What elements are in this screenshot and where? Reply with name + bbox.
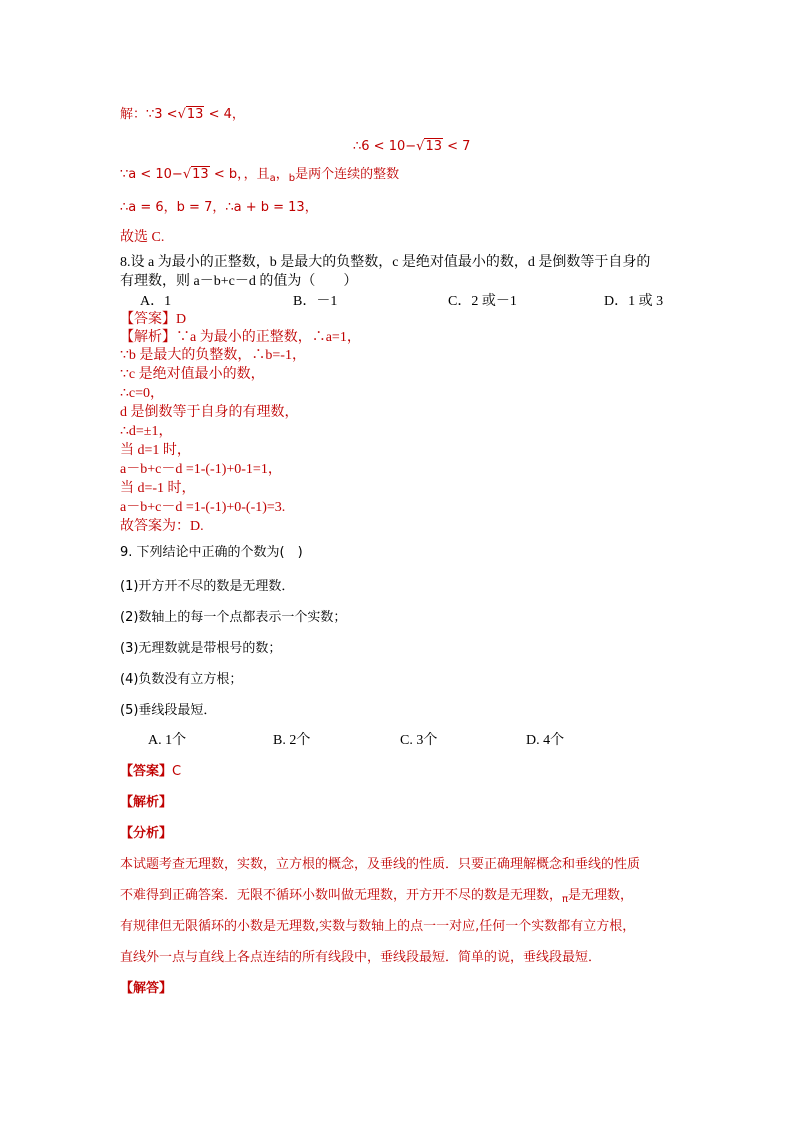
q9-item-4: (4)负数没有立方根；: [120, 672, 243, 687]
q8-analysis-11: 故答案为：D.: [120, 519, 204, 534]
q8-analysis-3: ∵c 是绝对值最小的数，: [120, 367, 265, 382]
q8-answer: 【答案】D: [120, 312, 187, 327]
q9-option-b: B. 2个: [273, 733, 311, 748]
q8-stem-2: 有理数，则 a－b+c－d 的值为（ ）: [120, 274, 358, 289]
q9-option-d: D. 4个: [526, 733, 565, 748]
text: 不难得到正确答案．无限不循环小数叫做无理数，开方开不尽的数是无理数，: [120, 888, 563, 903]
text: 是两个连续的整数: [295, 167, 400, 182]
radicand: 13: [425, 139, 442, 154]
q8-analysis-7: 当 d=1 时，: [120, 443, 191, 458]
q8-analysis-1: 【解析】∵a 为最小的正整数，∴a=1，: [120, 330, 361, 345]
solution-line-3: [120, 166, 399, 188]
q9-item-5: (5)垂线段最短．: [120, 703, 217, 718]
var-b: b: [288, 173, 296, 184]
answer-label: 【答案】: [120, 764, 173, 779]
q8-option-a: A．1: [140, 294, 172, 309]
q8-option-c: C．2 或－1: [448, 294, 517, 309]
q9-option-c: C. 3个: [400, 733, 438, 748]
sqrt-expression: √13: [177, 107, 204, 122]
q9-fenxi-label: 【分析】: [120, 826, 173, 841]
q9-answer: [120, 763, 181, 781]
solution-line-5: 故选 C.: [120, 230, 165, 245]
solution-line-1: [120, 106, 245, 124]
text: < b，，且: [213, 167, 270, 182]
q8-analysis-2: ∵b 是最大的负整数，∴b=-1，: [120, 348, 306, 363]
text: 是无理数，: [568, 888, 634, 903]
q8-option-b: B．－1: [293, 294, 338, 309]
pi-symbol: π: [562, 894, 569, 905]
sqrt-expression: √13: [416, 139, 442, 154]
q8-option-d: D．1 或 3: [604, 294, 664, 309]
text: ∴6 < 10−: [353, 139, 417, 154]
q9-fenxi-line-4: 直线外一点与直线上各点连结的所有线段中，垂线段最短．简单的说，垂线段最短．: [120, 950, 602, 965]
q8-analysis-6: ∴d=±1，: [120, 424, 173, 439]
var-a: a: [269, 173, 276, 184]
answer-value: C: [172, 764, 182, 779]
q8-analysis-9: 当 d=-1 时，: [120, 481, 196, 496]
q9-item-1: (1)开方开不尽的数是无理数．: [120, 579, 295, 594]
text: < 7: [447, 139, 471, 154]
q8-stem-1: 8.设 a 为最小的正整数，b 是最大的负整数，c 是绝对值最小的数，d 是倒数等于自身的: [120, 255, 651, 270]
q9-fenxi-line-2: [120, 887, 633, 909]
q8-analysis-5: d 是倒数等于自身的有理数，: [120, 405, 299, 420]
q9-item-2: (2)数轴上的每一个点都表示一个实数；: [120, 610, 347, 625]
q9-fenxi-line-3: 有规律但无限循环的小数是无理数,实数与数轴上的点一一对应,任何一个实数都有立方根，: [120, 919, 636, 934]
radicand: 13: [192, 167, 209, 182]
q8-analysis-10: a－b+c－d =1-(-1)+0-(-1)=3.: [120, 500, 286, 515]
q9-item-3: (3)无理数就是带根号的数；: [120, 641, 282, 656]
q8-analysis-8: a－b+c－d =1-(-1)+0-1=1，: [120, 462, 282, 477]
q9-stem: 9. 下列结论中正确的个数为( ): [120, 545, 303, 560]
text: ∵a < 10−: [120, 167, 183, 182]
text: ，: [275, 167, 289, 182]
q9-analysis-label: 【解析】: [120, 795, 173, 810]
solution-line-2: [353, 138, 470, 156]
q9-option-a: A. 1个: [148, 733, 187, 748]
q9-jieda-label: 【解答】: [120, 981, 173, 996]
q9-fenxi-line-1: 本试题考查无理数，实数，立方根的概念，及垂线的性质．只要正确理解概念和垂线的性质: [120, 857, 641, 872]
text: < 4，: [208, 107, 245, 122]
solution-line-4: ∴a = 6，b = 7，∴a + b = 13，: [120, 200, 318, 215]
text: 解：∵3 <: [120, 107, 178, 122]
sqrt-expression: √13: [182, 167, 209, 182]
radicand: 13: [186, 107, 204, 122]
q8-analysis-4: ∴c=0，: [120, 386, 165, 401]
